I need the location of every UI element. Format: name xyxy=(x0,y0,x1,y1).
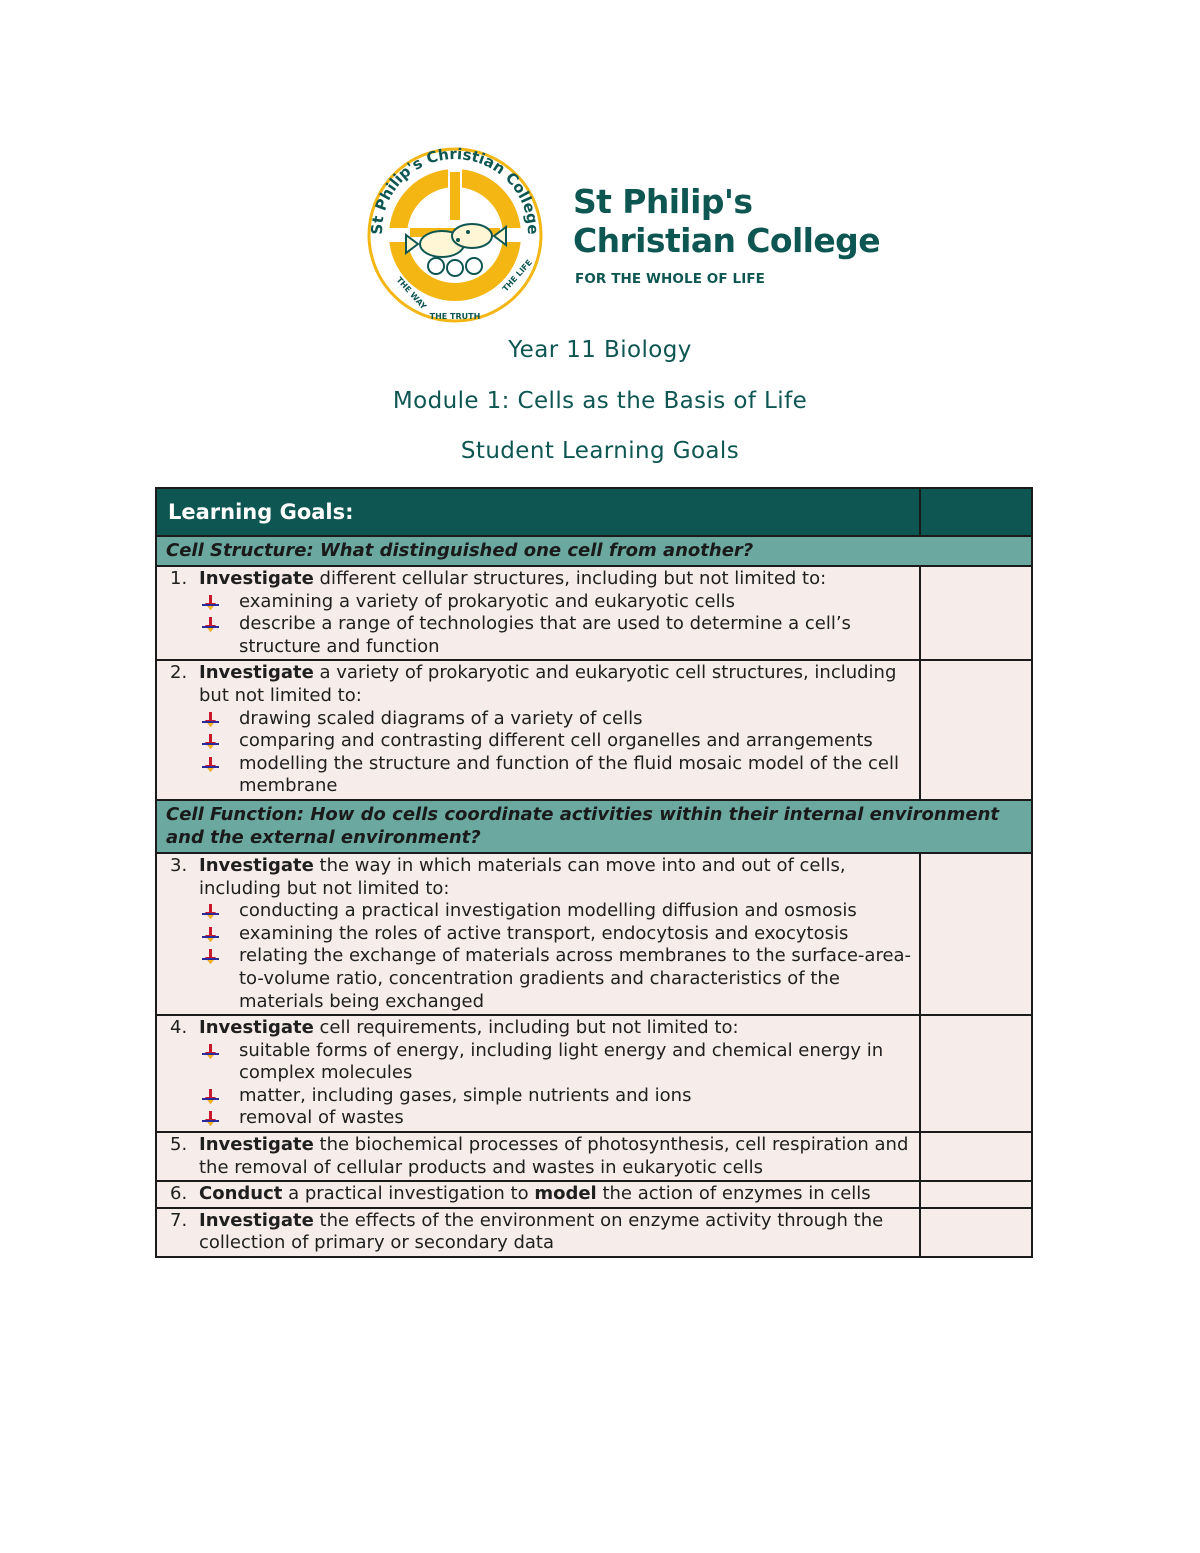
goal-checkbox-cell[interactable] xyxy=(920,1208,1032,1257)
goal-number: 2. xyxy=(170,662,188,684)
goal-text: a variety of prokaryotic and eukaryotic cell structures, including but not limited to: xyxy=(199,662,897,706)
goal-number: 5. xyxy=(170,1134,188,1156)
goal-cell xyxy=(156,566,920,660)
goal-cell xyxy=(156,1015,920,1132)
goal-verb: Investigate xyxy=(199,1209,314,1231)
seal-the-way: THE WAY xyxy=(394,275,429,312)
section-title: Cell Function: How do cells coordinate activities within their internal environment and the external environment? xyxy=(156,800,1032,853)
goal-checkbox-cell[interactable] xyxy=(920,1181,1032,1208)
seal-ring-text: St Philip's Christian College xyxy=(367,144,543,235)
learning-goals-table xyxy=(155,487,1033,1258)
learning-goals-header: Learning Goals: xyxy=(156,488,920,536)
goal-cell xyxy=(156,1132,920,1181)
section-title: Cell Structure: What distinguished one cell from another? xyxy=(156,536,1032,566)
goal-row-6 xyxy=(156,1181,1032,1208)
goal-number: 4. xyxy=(170,1017,188,1039)
table-header-row xyxy=(156,488,1032,536)
goal-cell xyxy=(156,853,920,1015)
arrow-down-bullet-icon xyxy=(202,1089,219,1105)
sub-point: relating the exchange of materials across membranes to the surface-area-to-volume ratio, concentration gradients and characteristics of the materials being exchanged xyxy=(199,945,913,1013)
college-seal-icon xyxy=(360,140,550,330)
goal-verb-2: model xyxy=(534,1183,597,1205)
goal-cell xyxy=(156,1181,920,1208)
goal-text: different cellular structures, including but not limited to: xyxy=(313,568,827,589)
sub-point: removal of wastes xyxy=(199,1107,913,1130)
goal-checkbox-cell[interactable] xyxy=(920,1132,1032,1181)
sub-point: describe a range of technologies that are used to determine a cell’s structure and function xyxy=(199,613,913,658)
college-tagline: FOR THE WHOLE OF LIFE xyxy=(575,271,765,287)
arrow-down-bullet-icon xyxy=(202,617,219,633)
section-row-cell-function xyxy=(156,800,1032,853)
goal-row-5 xyxy=(156,1132,1032,1181)
college-name-line2: Christian College xyxy=(573,221,880,260)
section-row-cell-structure xyxy=(156,536,1032,566)
goal-row-3 xyxy=(156,853,1032,1015)
goal-number: 3. xyxy=(170,854,188,876)
college-logo xyxy=(360,140,890,330)
goal-checkbox-cell[interactable] xyxy=(920,1015,1032,1132)
arrow-down-bullet-icon xyxy=(202,949,219,965)
arrow-down-bullet-icon xyxy=(202,904,219,920)
goal-verb: Investigate xyxy=(199,854,314,876)
sub-point: comparing and contrasting different cell organelles and arrangements xyxy=(199,730,913,753)
goal-verb: Investigate xyxy=(199,662,314,684)
goal-text: a practical investigation to xyxy=(282,1183,535,1205)
arrow-down-bullet-icon xyxy=(202,712,219,728)
goal-text: the biochemical processes of photosynthesis, cell respiration and the removal of cellular products and wastes in eukaryotic cells xyxy=(199,1134,909,1178)
goal-text: the effects of the environment on enzyme activity through the collection of primary or secondary data xyxy=(199,1209,884,1254)
goal-checkbox-cell[interactable] xyxy=(920,853,1032,1015)
sub-point: examining the roles of active transport, endocytosis and exocytosis xyxy=(199,923,913,946)
goal-row-7 xyxy=(156,1208,1032,1257)
college-name-line1: St Philip's xyxy=(573,182,753,221)
course-title: Year 11 Biology xyxy=(508,337,692,363)
goal-verb: Investigate xyxy=(199,1017,314,1039)
sub-point: matter, including gases, simple nutrients and ions xyxy=(199,1085,913,1108)
goal-row-2 xyxy=(156,660,1032,800)
sub-point: drawing scaled diagrams of a variety of cells xyxy=(199,708,913,731)
goal-text: cell requirements, including but not limited to: xyxy=(313,1017,739,1039)
checkbox-column-header xyxy=(920,488,1032,536)
sub-point: suitable forms of energy, including light energy and chemical energy in complex molecules xyxy=(199,1040,913,1085)
goal-verb: Conduct xyxy=(199,1183,283,1205)
goal-number: 7. xyxy=(170,1209,188,1231)
goal-text-2: the action of enzymes in cells xyxy=(596,1183,871,1205)
goal-checkbox-cell[interactable] xyxy=(920,566,1032,660)
college-name xyxy=(573,182,880,260)
sub-point: examining a variety of prokaryotic and eukaryotic cells xyxy=(199,591,913,614)
arrow-down-bullet-icon xyxy=(202,595,219,611)
module-title: Module 1: Cells as the Basis of Life xyxy=(392,388,808,414)
goal-verb: Investigate xyxy=(199,1134,314,1156)
goal-row-1 xyxy=(156,566,1032,660)
seal-the-truth: THE TRUTH xyxy=(429,312,481,321)
arrow-down-bullet-icon xyxy=(202,927,219,943)
goal-checkbox-cell[interactable] xyxy=(920,660,1032,800)
goal-cell xyxy=(156,1208,920,1257)
goal-number: 6. xyxy=(170,1183,188,1205)
goal-verb: Investigate xyxy=(199,568,314,589)
arrow-down-bullet-icon xyxy=(202,757,219,773)
seal-the-life: THE LIFE xyxy=(500,258,534,294)
arrow-down-bullet-icon xyxy=(202,734,219,750)
goal-row-4 xyxy=(156,1015,1032,1132)
sub-point: conducting a practical investigation modelling diffusion and osmosis xyxy=(199,900,913,923)
goal-text: the way in which materials can move into and out of cells, including but not limited to: xyxy=(199,854,846,899)
sub-point: modelling the structure and function of the fluid mosaic model of the cell membrane xyxy=(199,753,913,798)
arrow-down-bullet-icon xyxy=(202,1111,219,1127)
arrow-down-bullet-icon xyxy=(202,1044,219,1060)
page-subtitle: Student Learning Goals xyxy=(460,438,740,464)
goal-cell xyxy=(156,660,920,800)
goal-number: 1. xyxy=(170,568,188,589)
